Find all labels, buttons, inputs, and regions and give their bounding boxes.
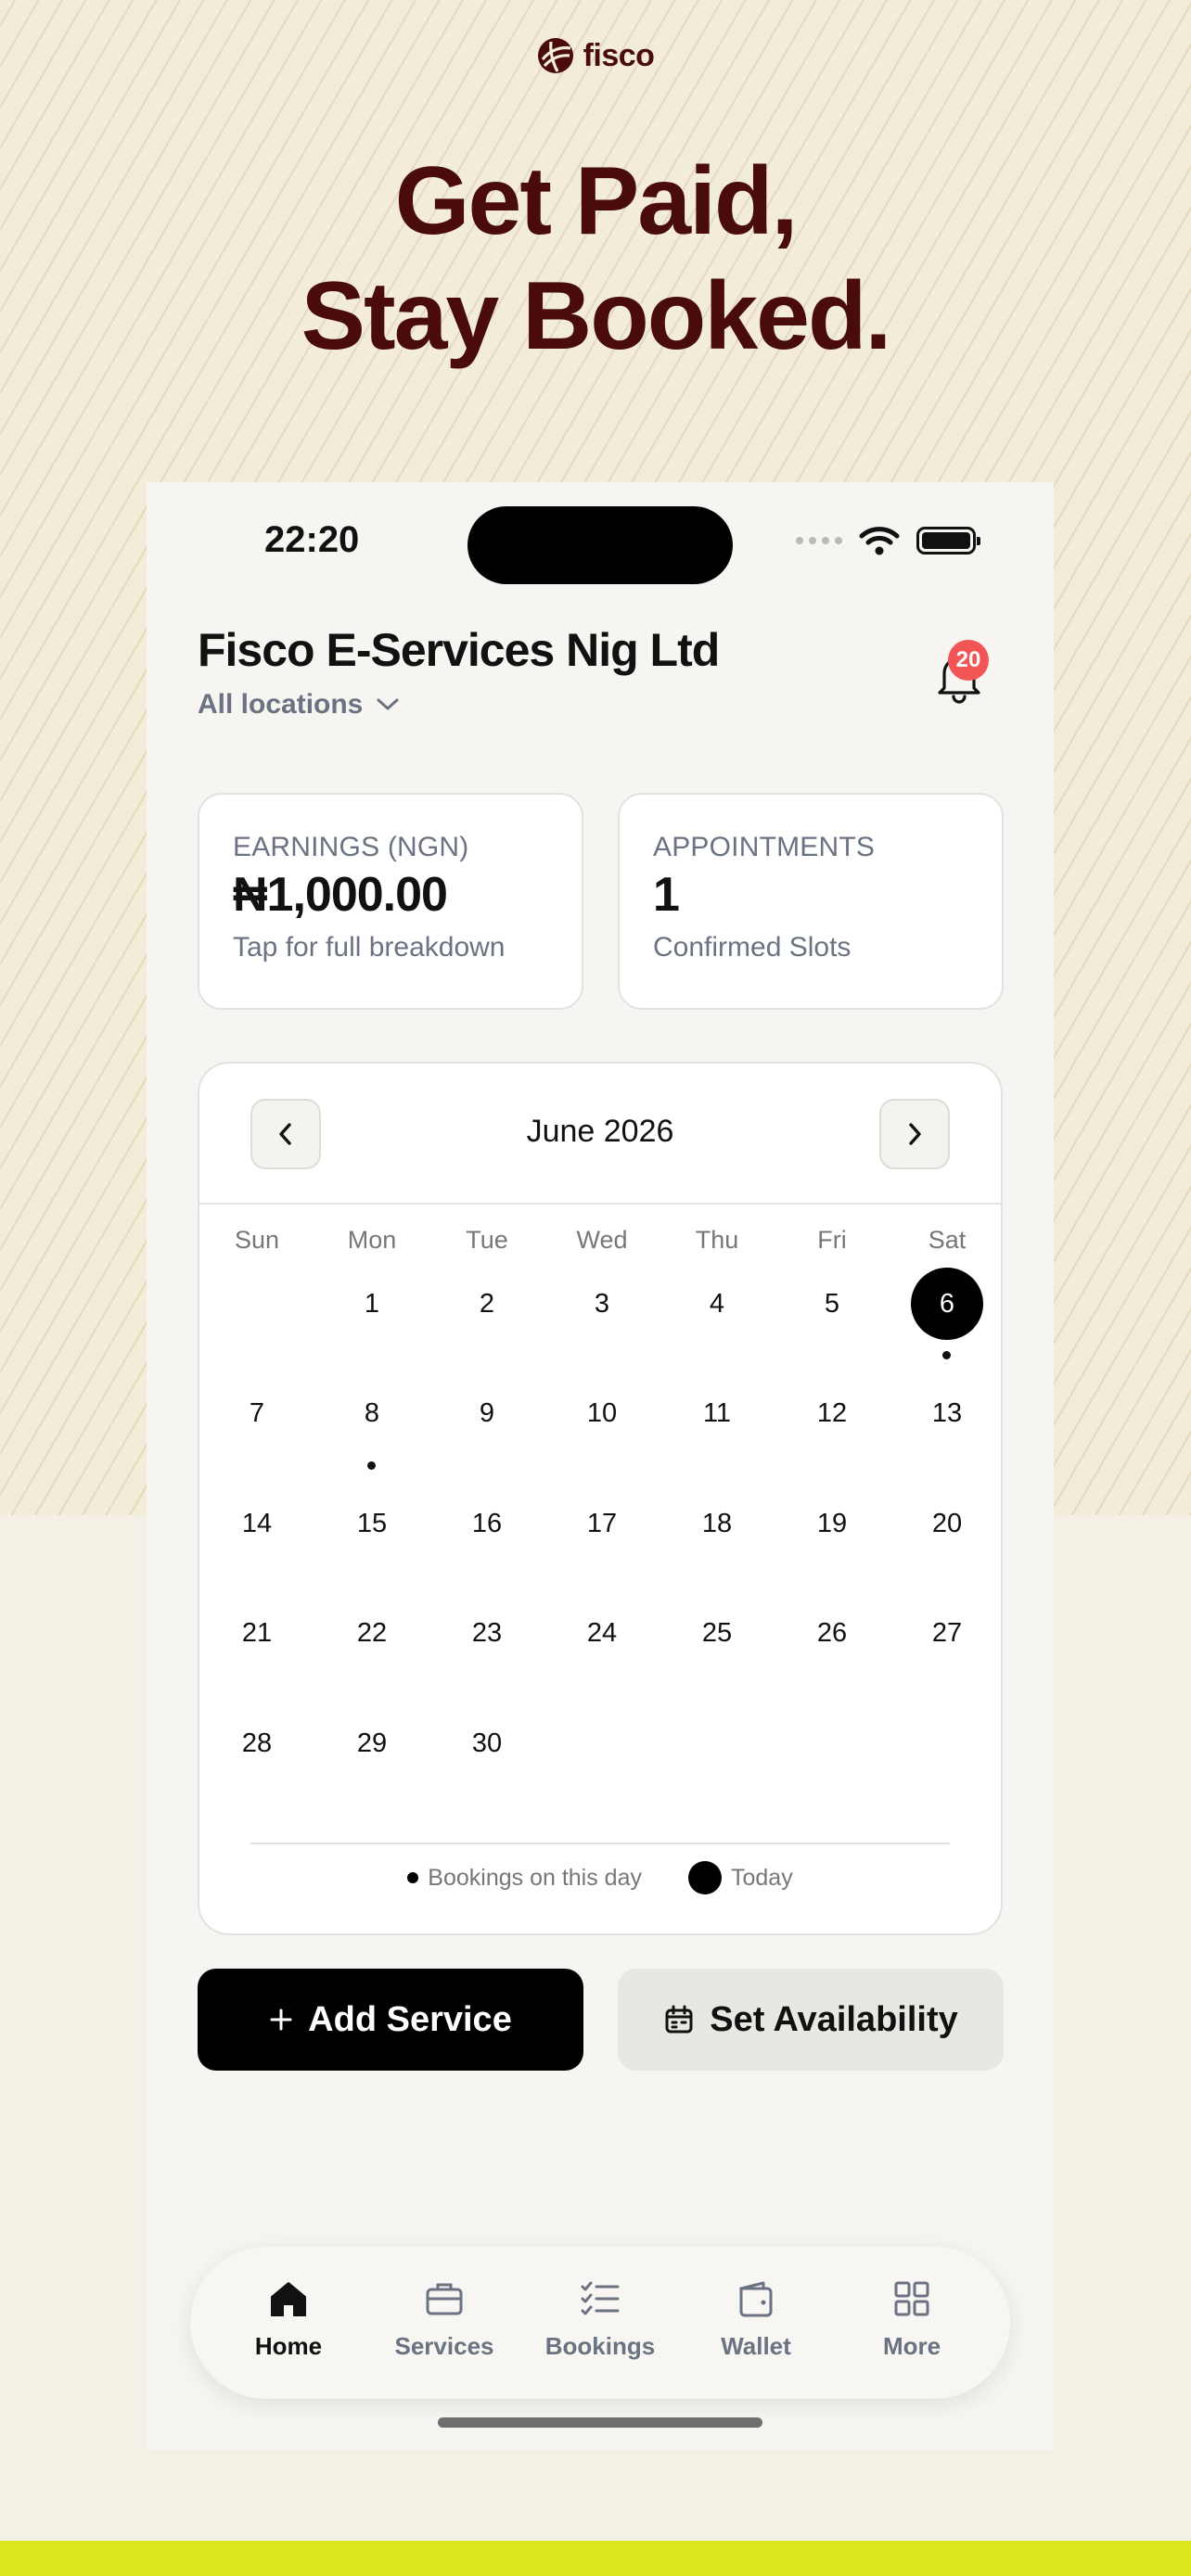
day-number: 21 xyxy=(241,1618,273,1648)
day-number: 27 xyxy=(931,1618,963,1648)
set-availability-label: Set Availability xyxy=(710,1999,958,2039)
day-number: 25 xyxy=(701,1618,733,1648)
tab-label: Wallet xyxy=(721,2332,791,2360)
day-number: 4 xyxy=(709,1288,725,1319)
home-indicator xyxy=(438,2417,762,2428)
location-label: All locations xyxy=(198,689,364,720)
headline-line-2: Stay Booked. xyxy=(301,262,890,370)
day-number: 30 xyxy=(471,1728,503,1758)
calendar-day[interactable] xyxy=(660,1263,775,1373)
month-title: June 2026 xyxy=(526,1114,674,1149)
tab-home[interactable] xyxy=(211,2247,366,2399)
calendar-day[interactable] xyxy=(314,1373,429,1484)
status-indicators xyxy=(796,525,976,556)
day-number: 28 xyxy=(241,1728,273,1758)
tab-wallet[interactable] xyxy=(678,2247,834,2399)
day-number: 18 xyxy=(701,1508,733,1538)
day-number: 24 xyxy=(586,1618,618,1648)
appointments-subtext: Confirmed Slots xyxy=(653,932,852,963)
booking-dot-icon xyxy=(407,1872,418,1883)
home-icon xyxy=(268,2278,309,2319)
day-number: 3 xyxy=(594,1288,610,1319)
bottom-tab-bar xyxy=(190,2247,1010,2399)
calendar-day[interactable] xyxy=(429,1702,544,1813)
appointments-value: 1 xyxy=(653,868,679,922)
appointments-label: APPOINTMENTS xyxy=(653,832,876,862)
dynamic-island xyxy=(467,506,733,584)
day-number: 19 xyxy=(816,1508,848,1538)
tab-bookings[interactable] xyxy=(522,2247,678,2399)
business-name: Fisco E-Services Nig Ltd xyxy=(198,624,720,676)
calendar-legend xyxy=(199,1861,1001,1894)
tab-label: Services xyxy=(394,2332,494,2360)
calendar-day[interactable] xyxy=(199,1702,314,1813)
add-service-label: Add Service xyxy=(308,1999,512,2039)
day-number: 8 xyxy=(364,1398,380,1428)
day-number: 23 xyxy=(471,1618,503,1648)
weekday-header xyxy=(199,1226,1005,1255)
accent-strip xyxy=(0,2541,1191,2576)
earnings-subtext: Tap for full breakdown xyxy=(233,932,506,963)
set-availability-button[interactable] xyxy=(618,1969,1004,2071)
calendar-day[interactable] xyxy=(199,1483,314,1593)
calendar-day[interactable] xyxy=(775,1483,890,1593)
day-number: 22 xyxy=(356,1618,388,1648)
calendar-day[interactable] xyxy=(544,1593,660,1703)
tab-label: Bookings xyxy=(544,2332,656,2360)
day-number: 14 xyxy=(241,1508,273,1538)
earnings-label: EARNINGS (NGN) xyxy=(233,832,469,862)
tab-services[interactable] xyxy=(366,2247,522,2399)
booking-dot xyxy=(367,1461,376,1470)
calendar-day[interactable] xyxy=(314,1593,429,1703)
day-number: 5 xyxy=(824,1288,840,1319)
weekday-label: Fri xyxy=(817,1226,847,1254)
grid-icon xyxy=(891,2278,932,2319)
legend-today-label: Today xyxy=(730,1864,793,1891)
calendar-day[interactable] xyxy=(660,1483,775,1593)
calendar-grid xyxy=(199,1263,1005,1813)
next-month-button[interactable] xyxy=(879,1099,950,1169)
appointments-card[interactable] xyxy=(618,793,1004,1010)
legend-divider xyxy=(250,1843,950,1844)
calendar-day[interactable] xyxy=(775,1593,890,1703)
calendar-day[interactable] xyxy=(314,1702,429,1813)
calendar-day[interactable] xyxy=(775,1373,890,1484)
calendar-day[interactable] xyxy=(314,1483,429,1593)
calendar-day[interactable] xyxy=(544,1263,660,1373)
signal-icon xyxy=(796,537,842,544)
day-number: 9 xyxy=(479,1398,495,1428)
checklist-icon xyxy=(580,2278,621,2319)
calendar-day[interactable] xyxy=(429,1373,544,1484)
tab-label: More xyxy=(882,2332,941,2360)
calendar-day[interactable] xyxy=(775,1263,890,1373)
day-number: 11 xyxy=(702,1398,732,1428)
day-number: 7 xyxy=(249,1398,265,1428)
tab-more[interactable] xyxy=(834,2247,990,2399)
day-number: 10 xyxy=(586,1398,618,1428)
day-number: 20 xyxy=(931,1508,963,1538)
day-number: 17 xyxy=(586,1508,618,1538)
headline xyxy=(0,144,1191,374)
day-number: 2 xyxy=(479,1288,495,1319)
calendar-day[interactable] xyxy=(890,1483,1005,1593)
day-number: 13 xyxy=(931,1398,963,1428)
calendar-day[interactable] xyxy=(199,1373,314,1484)
weekday-label: Sat xyxy=(928,1226,967,1254)
day-number: 1 xyxy=(364,1288,380,1319)
battery-icon xyxy=(916,527,976,555)
day-number: 15 xyxy=(356,1508,388,1538)
weekday-label: Tue xyxy=(466,1226,508,1254)
chevron-right-icon xyxy=(905,1121,924,1147)
wallet-icon xyxy=(736,2278,776,2319)
plus-icon xyxy=(269,2008,293,2032)
calendar-header xyxy=(199,1064,1001,1205)
calendar-day[interactable] xyxy=(890,1263,1005,1373)
brand-logo xyxy=(0,37,1191,74)
tab-label: Home xyxy=(254,2332,323,2360)
calendar-day[interactable] xyxy=(199,1593,314,1703)
calendar-day[interactable] xyxy=(890,1373,1005,1484)
weekday-label: Mon xyxy=(347,1226,397,1254)
booking-dot xyxy=(942,1351,951,1359)
brand-name: fisco xyxy=(583,37,655,73)
day-number: 16 xyxy=(471,1508,503,1538)
day-number: 29 xyxy=(356,1728,388,1758)
calendar xyxy=(198,1062,1003,1935)
headline-line-1: Get Paid, xyxy=(394,147,797,255)
notification-badge: 20 xyxy=(948,640,989,681)
day-number: 12 xyxy=(816,1398,848,1428)
weekday-label: Thu xyxy=(695,1226,739,1254)
weekday-label: Wed xyxy=(576,1226,628,1254)
calendar-day[interactable] xyxy=(429,1483,544,1593)
calendar-day[interactable] xyxy=(429,1263,544,1373)
calendar-empty-cell xyxy=(199,1263,314,1373)
today-dot-icon xyxy=(688,1861,722,1894)
day-number: 6 xyxy=(911,1268,983,1340)
briefcase-icon xyxy=(424,2278,465,2319)
calendar-day[interactable] xyxy=(544,1483,660,1593)
earnings-value: ₦1,000.00 xyxy=(233,868,447,922)
wifi-icon xyxy=(859,525,900,556)
fisco-logo-icon xyxy=(537,37,574,74)
calendar-day[interactable] xyxy=(890,1593,1005,1703)
phone-screen xyxy=(147,482,1054,2450)
calendar-day[interactable] xyxy=(314,1263,429,1373)
calendar-day[interactable] xyxy=(544,1373,660,1484)
calendar-icon xyxy=(663,2004,695,2035)
location-selector[interactable] xyxy=(198,689,400,721)
day-number: 26 xyxy=(816,1618,848,1648)
add-service-button[interactable] xyxy=(198,1969,583,2071)
calendar-day[interactable] xyxy=(429,1593,544,1703)
chevron-down-icon xyxy=(376,697,400,712)
legend-bookings-label: Bookings on this day xyxy=(428,1864,642,1891)
earnings-card[interactable] xyxy=(198,793,583,1010)
calendar-day[interactable] xyxy=(660,1373,775,1484)
weekday-label: Sun xyxy=(234,1226,280,1254)
calendar-day[interactable] xyxy=(660,1593,775,1703)
status-time: 22:20 xyxy=(264,519,360,560)
